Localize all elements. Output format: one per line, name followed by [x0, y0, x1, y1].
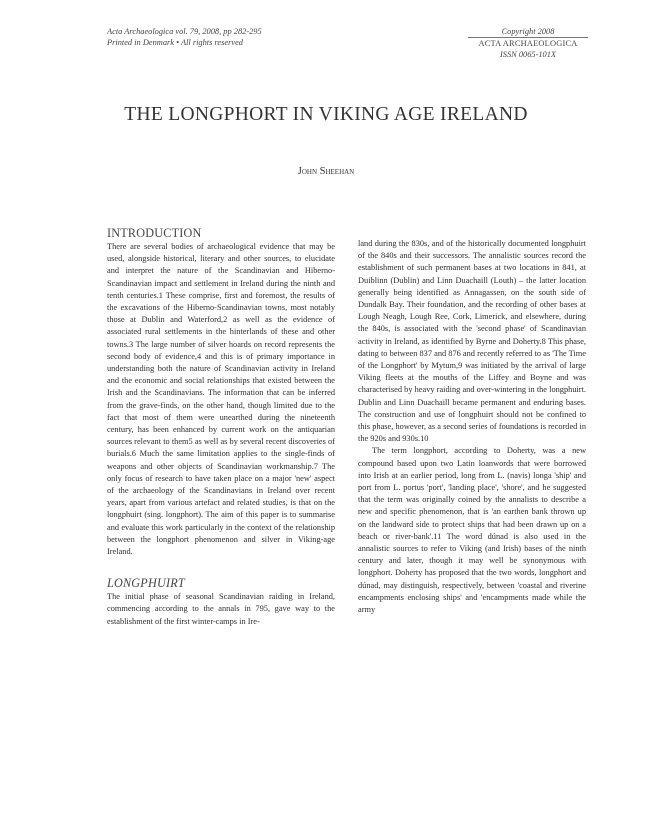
journal-citation: Acta Archaeologica vol. 79, 2008, pp 282-295	[107, 27, 262, 36]
longphuirt-paragraph-text: The initial phase of seasonal Scandinavian raiding in Ireland, commencing according to the annals in 795, gave way to the establishment of the first winter-camps in Ire-	[107, 592, 335, 626]
introduction-paragraph: There are several bodies of archaeological evidence that may be used, alongside historical, literary and other sources, to elucidate and interpret the nature of the Scandinavian and Hiberno-Scandinavian impact and settlement in Ireland during the ninth and tenth centuries.1 These comprise, first and foremost, the results of the excavations of the Hiberno-Scandinavian towns, most notably those at Dublin and Waterford,2 as well as the evidence of associated rural settlements in the hinterlands of these and other towns.3 The large number of silver hoards on record represents the second body of evidence,4 and this is of primary importance in understanding both the nature of Scandinavian activity in Ireland and the economic and social relationships that existed between the Irish and the Scandinavians. The information that can be inferred from the grave-finds, on the other hand, though limited due to the fact that most of them were unearthed during the nineteenth century, has been enhanced by current work on the antiquarian sources relevant to them5 as well as by several recent discoveries of burials.6 Much the same limitation applies to the single-finds of weapons and other objects of Scandinavian workmanship.7 The only focus of research to have taken place on a major 'new' aspect of the archaeology of the Scandinavians in Ireland over recent years, apart from various artefact and related studies, is that on the longphuirt (sing. longphort). The aim of this paper is to summarise and evaluate this work particularly in the context of the relationship between the longphort phenomenon and silver in Viking-age Ireland.	[107, 242, 335, 557]
longphuirt-paragraph-start	[107, 591, 335, 628]
running-header-left	[107, 26, 262, 48]
running-header-right	[468, 26, 588, 60]
issn-number: ISSN 0065-101X	[499, 50, 557, 59]
right-column	[358, 238, 586, 616]
article-author: John Sheehan	[297, 166, 355, 177]
longphuirt-continued-text: land during the 830s, and of the historically documented longphuirt of the 840s and their successors. The annalistic sources record the establishment of such permanent bases at two locations in 841, at Duiblinn (Dublin) and Linn Duachaill (Louth) – the latter location generally being identified as Annagassen, on the south side of Dundalk Bay. Their foundation, and the recording of other bases at Lough Neagh, Lough Ree, Cork, Limerick, and elsewhere, during the 840s, is associated with the 'second phase' of Scandinavian activity in Ireland, as identified by Byrne and Doherty.8 This phase, dating to between 837 and 876 and recently referred to as 'The Time of the Longphort' by Mytum,9 was initiated by the arrival of large Viking fleets at the mouths of the Liffey and Boyne and was characterised by heavy raiding and over-wintering in the longphuirt. Dublin and Linn Duachaill became permanent and enduring bases. The construction and use of longphuirt should not be confined to this phase, however, as a second series of foundations is recorded in the 920s and 930s.10	[358, 239, 586, 444]
section-heading-introduction: INTRODUCTION	[107, 226, 202, 240]
left-column	[107, 226, 335, 628]
article-title: THE LONGPHORT IN VIKING AGE IRELAND	[124, 104, 528, 125]
journal-name: ACTA ARCHAEOLOGICA	[468, 37, 588, 49]
section-heading-longphuirt: LONGPHUIRT	[107, 576, 185, 591]
longphuirt-paragraph-continued	[358, 238, 586, 445]
longphort-term-paragraph: The term longphort, according to Doherty, was a new compound based upon two Latin loanwords that were borrowed into Irish at an earlier period, long from L. (navis) longa 'ship' and port from L. portus 'port', 'landing place', 'shore', and he suggested that the term was originally coined by the annalists to describe a new and specific phenomenon, that is 'an earthen bank thrown up on the landward side to protect ships that had been drawn up on a beach or river-bank'.11 The word dúnad is also used in the annalistic sources to refer to Viking (and Irish) bases of the ninth century and later, though it may well be synonymous with longphort. Doherty has proposed that the two words, longphort and dúnad, may distinguish, respectively, between 'coastal and riverine encampments enclosing ships' and 'encampments made while the army	[358, 446, 586, 615]
print-notice: Printed in Denmark • All rights reserved	[107, 38, 243, 47]
copyright-notice: Copyright 2008	[501, 27, 555, 36]
